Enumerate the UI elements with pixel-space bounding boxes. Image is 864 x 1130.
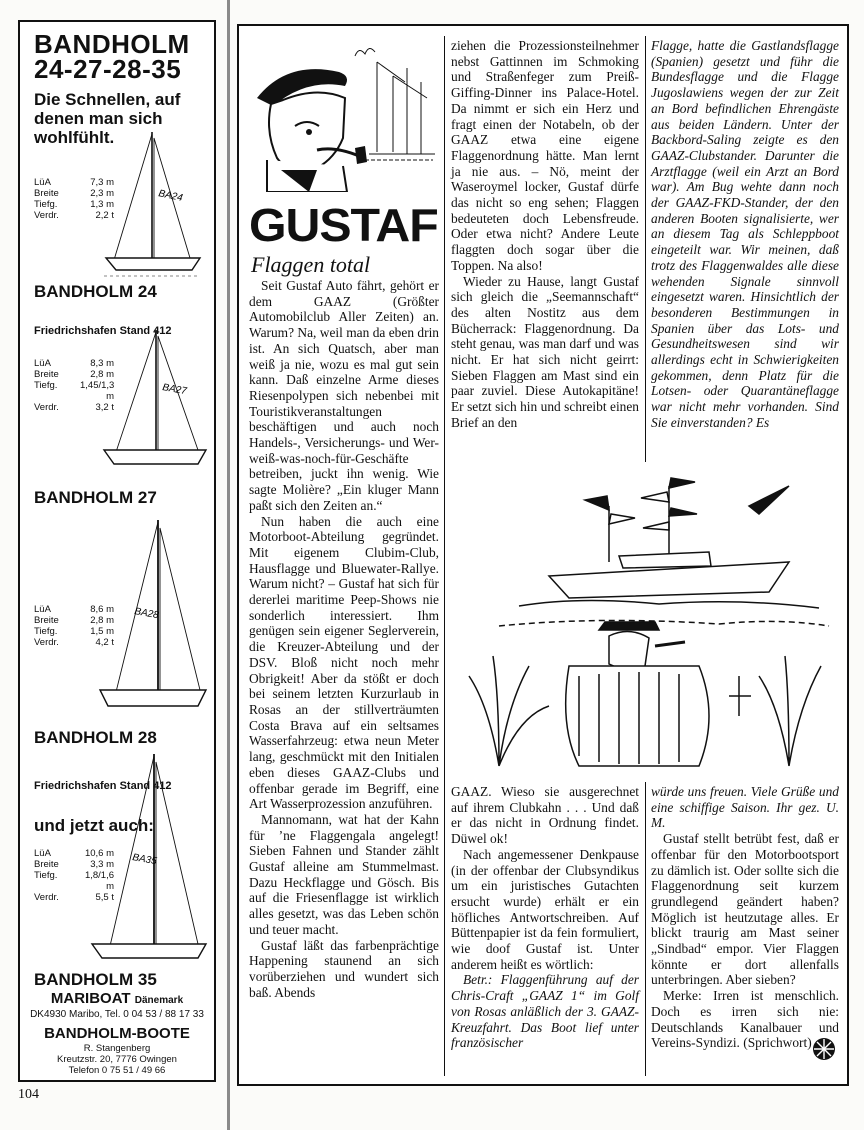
publication-end-mark-icon: [811, 1036, 837, 1062]
spec-value: 1,45/1,3 m: [80, 380, 115, 402]
bandholm-35-sailboat-illustration: [80, 750, 212, 970]
ad-subheadline: Die Schnellen, auf denen man sich wohlfühlt.: [34, 90, 181, 147]
spec-key: LüA: [34, 358, 51, 369]
spec-key: Verdr.: [34, 402, 59, 413]
spec-key: Tiefg.: [34, 199, 58, 210]
paragraph: Wieder zu Hause, langt Gustaf sich gleich die „Seemannschaft“ des alten Nostitz aus dem Bücherrack: Flaggenordnung. Da steht genau, was man darf und was nicht. Er hat sich nicht geirrt: Sieben Flaggen am Mast sind ein paar zuviel. Diese Autokapitäne! Er setzt sich hin und schreibt einen Brief an den: [451, 273, 639, 430]
spec-key: Tiefg.: [34, 626, 58, 637]
dealer2-phone: Telefon 0 75 51 / 49 66: [68, 1065, 166, 1076]
spec-key: LüA: [34, 604, 51, 615]
dealer1-country: Dänemark: [134, 995, 184, 1006]
column-divider: [645, 36, 646, 462]
spec-key: Breite: [34, 615, 59, 626]
page-number: 104: [18, 1087, 39, 1102]
dealer2-name: BANDHOLM-BOOTE: [44, 1025, 190, 1042]
paragraph: Gustaf läßt das farbenprächtige Happening staunend an sich vorüberziehen und wundert sich baß. Abends: [249, 937, 439, 1000]
new-model-teaser: und jetzt auch:: [34, 816, 154, 835]
bandholm-24-sailboat-illustration: [92, 124, 208, 280]
article-column-1: [249, 278, 439, 1000]
bandholm-27-sailboat-illustration: [94, 324, 212, 474]
paragraph: ziehen die Prozessionsteilnehmer nebst Gattinnen im Schmoking und Straßenfeger zum Preiß-Giffing-Dinner ins Palace-Hotel. Da nimmt er sich ein Herz und fragt einen der Notabeln, ob der GAAZ etwa eine eigene Flaggenordnung hätte. Man lernt ja nie aus. – Nö, meint der Waseroymel locker, Gustaf dürfe das nicht so eng sehen; Flaggen bedeuteten doch Lebensfreude. Oder etwa nicht? Andere Leute flaggten doch sogar über die Toppen. Na also!: [451, 38, 639, 273]
letter-quote: Betr.: Flaggenführung auf der Chris-Craft „GAAZ 1“ im Golf von Rosas anläßlich der 3. GAAZ-Kreuzfahrt. Das Boot lief unter französischer: [451, 972, 639, 1051]
letter-text: Flagge, hatte die Gastlandsflagge (Spanien) gesetzt und führ die Bundesflagge und die Flagge Jugoslawiens wegen der zur Zeit an Bord befindlichen Ehrengäste aus beiden Ländern. Unter der Backbord-Saling zeigte es den GAAZ-Clubstander. Darunter die Arztflagge (weil ein Arzt an Bord war). Am Bug wehte dann noch der GAAZ-FKD-Stander, der den anderen Booten signalisierte, wer an diesem Tag als Schleppboot eingeteilt war. Wir meinen, daß trotz des Flaggenwaldes alle diese wehenden Signale sinnvoll eingesetzt waren. Hinsichtlich der besonderen Bestimmungen in Spanien über das Lots- und Gesundheitswesen sind wir allerdings echt in Schwierigkeiten gekommen, denn Platz für die Lotsen- oder Quarantäneflagge war nicht mehr vorhanden. Sind Sie einverstanden? Es: [651, 38, 839, 430]
spec-value: 8,6 m: [90, 604, 114, 615]
spec-value: 3,3 m: [90, 859, 114, 870]
captain-caricature-illustration: [247, 42, 437, 192]
spec-key: Verdr.: [34, 210, 59, 221]
spec-key: Breite: [34, 859, 59, 870]
column-divider: [645, 782, 646, 1076]
article-column-2-bottom: [451, 784, 639, 1051]
letter-closing: würde uns freuen. Viele Grüße und eine schiffige Saison. Ihr gez. U. M.: [651, 784, 839, 831]
model-name-24: BANDHOLM 24: [34, 282, 157, 301]
fair-stand-info: Friedrichshafen Stand 412: [34, 780, 172, 792]
article-column-3-bottom: [651, 784, 839, 1051]
spec-value: 2,8 m: [90, 615, 114, 626]
article-column-2-top: [451, 38, 639, 431]
sail-number: BA24: [157, 188, 184, 205]
spec-value: 10,6 m: [84, 848, 114, 859]
model-name-28: BANDHOLM 28: [34, 728, 157, 747]
spec-value: 2,3 m: [90, 188, 114, 199]
bandholm-advertisement: [18, 20, 216, 1082]
model-name-35: BANDHOLM 35: [34, 970, 157, 989]
paragraph: GAAZ. Wieso sie ausgerechnet auf ihrem Clubkahn . . . Und daß er das nicht in Ordnung findet. Düwel ok!: [451, 784, 639, 847]
spec-key: Verdr.: [34, 637, 59, 648]
spec-value: 1,3 m: [90, 199, 114, 210]
spec-key: Breite: [34, 369, 59, 380]
spec-key: Breite: [34, 188, 59, 199]
paragraph: Merke: Irren ist menschlich. Doch es irren sich nie: Deutschlands Kanalbauer und Vereins-Syndizi. (Sprichwort): [651, 988, 839, 1051]
column-divider: [444, 36, 445, 1076]
bandholm-28-sailboat-illustration: [90, 516, 210, 716]
spec-value: 1,8/1,6 m: [84, 870, 114, 892]
model-name-27: BANDHOLM 27: [34, 488, 157, 507]
spec-value: 7,3 m: [90, 177, 114, 188]
article-subtitle: Flaggen total: [251, 252, 371, 277]
paragraph: Nach angemessener Denkpause (in der offenbar der Clubsyndikus um ein juristisches Gutachten ersucht wurde) erhält er ein höfliches Antwortschreiben. Auf Büttenpapier ist da fein formuliert, wie doof Gustaf ist. Unter anderem heißt es wörtlich:: [451, 846, 639, 972]
ad-headline: [34, 29, 190, 84]
dealer2-person: R. Stangenberg: [83, 1043, 151, 1054]
spec-value: 2,2 t: [95, 210, 114, 221]
spec-value: 4,2 t: [95, 637, 114, 648]
spec-value: 8,3 m: [90, 358, 114, 369]
sail-number: BA35: [131, 852, 158, 868]
sail-number: BA27: [161, 382, 188, 398]
column-logo: GUSTAF: [249, 199, 438, 251]
paragraph: Mannomann, wat hat der Kahn für ’ne Flaggengala angelegt! Sieben Fahnen und Stander zählt Gustaf alleine am Stummelmast. Dazu Heckflagge und Gösch. Bis auf die Friesenflagge ist wirklich alles gesetzt, was das Leben schön und teuer macht.: [249, 811, 439, 937]
fair-stand-info: Friedrichshafen Stand 412: [34, 325, 172, 337]
spec-key: LüA: [34, 848, 51, 859]
spec-value: 5,5 t: [95, 892, 114, 903]
gustaf-article: [237, 24, 849, 1086]
dealer1-address: DK4930 Maribo, Tel. 0 04 53 / 88 17 33: [30, 1009, 204, 1020]
spec-value: 2,8 m: [90, 369, 114, 380]
dealer2-street: Kreutzstr. 20, 7776 Owingen: [57, 1054, 177, 1065]
paragraph: Gustaf stellt betrübt fest, daß er offenbar für den Motorbootsport zu dämlich ist. Oder sollte sich die Flaggenordnung seit kurzem grundlegend geändert haben? Möglich ist heutzutage alles. Er blickt traurig am Mast seiner „Sindbad“ empor. Vier Flaggen könnte er dort allenfalls unterbringen. Aber sieben?: [651, 831, 839, 988]
spec-key: LüA: [34, 177, 51, 188]
dealer1-name: MARIBOAT: [50, 990, 131, 1007]
spec-key: Tiefg.: [34, 870, 58, 881]
spec-value: 1,5 m: [90, 626, 114, 637]
article-column-3-top: [651, 38, 839, 431]
spec-key: Verdr.: [34, 892, 59, 903]
ad-headline-models: 24-27-28-35: [34, 54, 182, 84]
paragraph: Seit Gustaf Auto fährt, gehört er dem GAAZ (Größter Automobilclub Aller Zeiten) an. Warum? Na, weil man da eben drin ist. An sich Quatsch, aber man weiß ja nie, wozu es mal gut sein kann. Daß einzelne Arme dieses Riesenpolypen sich nebenbei mit Touristikveranstaltungen beschäftigen und auch noch Handels-, Versicherungs- und Wer-weiß-was-noch-für-Geschäfte betreiben, juckt ihn wenig. Wie sagte Molière? „Ein kluger Mann paßt sich den Zeiten an.“: [249, 278, 439, 513]
sail-number: BA28: [133, 606, 160, 622]
dealer1-line: [20, 990, 214, 1007]
paragraph: Nun haben die auch eine Motorboot-Abteilung gegründet. Mit eigenem Clubim-Club, Hausflagge und Bluewater-Rallye. Warum nicht? – Gustaf hat sich für dererlei maritime Peep-Shows nie sonderlich interessiert. Ihm genügen sein eigener Seglerverein, die Kreuzer-Abteilung und der DSV. Bloß nicht noch mehr Obrigkeit! Aber da stößt er doch bei seinem letzten Kurzurlaub in Rosas an der stillverträumten Costa Brava auf ein seltsames Wasserfahrzeug: etwa neun Meter lang, geschmückt mit den Initialen eben dieses GAAZ-Clubs und offenbar gerade im Begriff, eine Art Wasserprozession anzuführen.: [249, 513, 439, 812]
spec-key: Tiefg.: [34, 380, 58, 391]
flagged-motorboat-cartoon: [459, 466, 839, 786]
page-gutter: [227, 0, 230, 1130]
ad-headline-brand: BANDHOLM: [34, 29, 190, 59]
spec-value: 3,2 t: [95, 402, 114, 413]
